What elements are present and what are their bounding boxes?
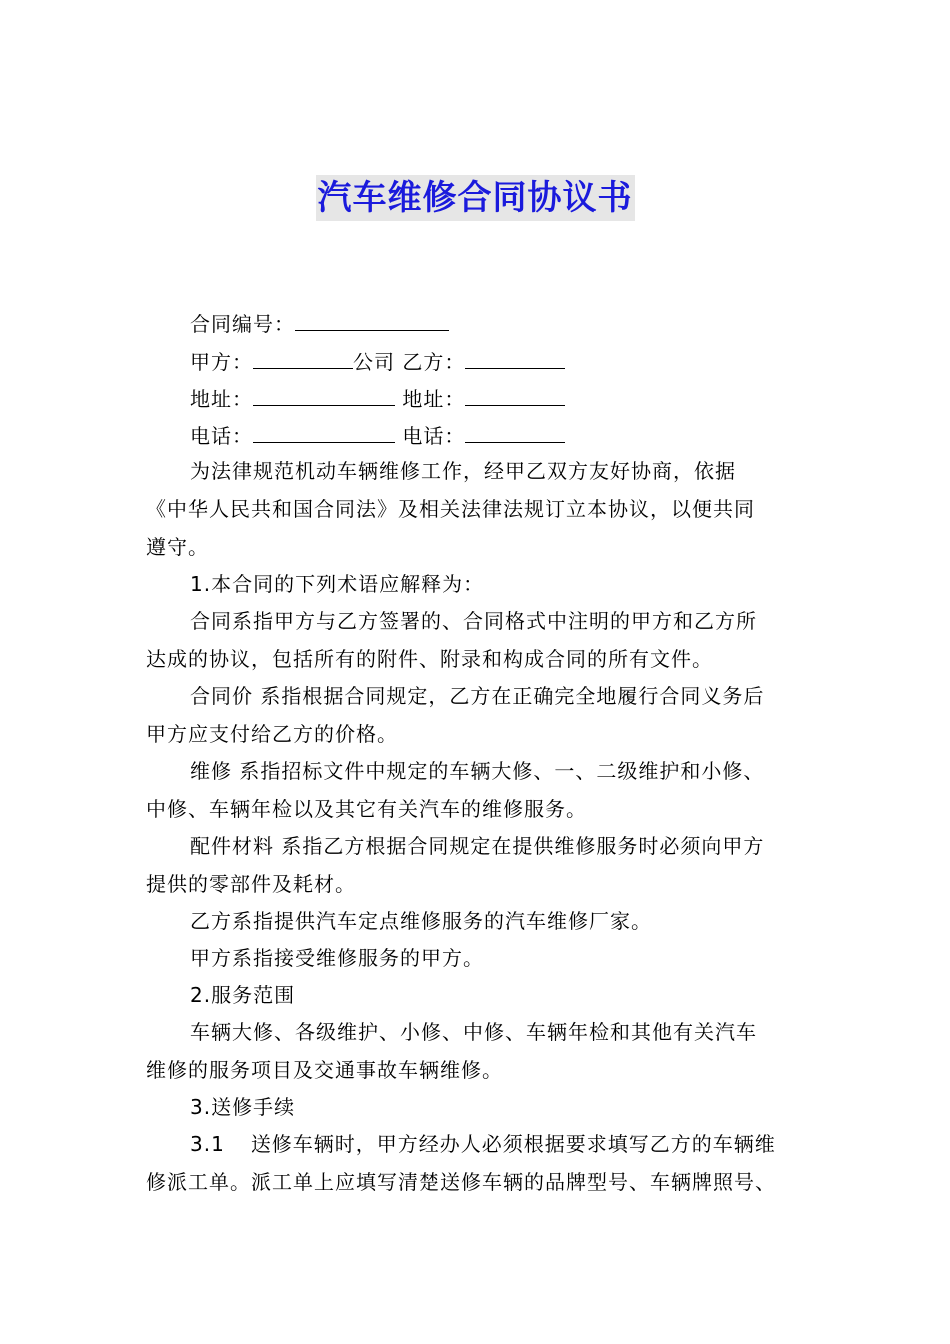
intro-line-3: 遵守。 bbox=[146, 535, 209, 559]
document-title: 汽车维修合同协议书 bbox=[316, 175, 635, 221]
s1-p4-line-2: 提供的零部件及耗材。 bbox=[146, 872, 356, 896]
party-b-blank bbox=[465, 346, 565, 369]
intro-line-2: 《中华人民共和国合同法》及相关法律法规订立本协议，以便共同 bbox=[146, 497, 755, 521]
contract-number-label: 合同编号： bbox=[190, 312, 295, 336]
s3-1-line-1 bbox=[190, 1130, 776, 1158]
s1-p5: 乙方系指提供汽车定点维修服务的汽车维修厂家。 bbox=[190, 909, 652, 933]
contract-number-row bbox=[190, 308, 449, 338]
phone-a-label: 电话： bbox=[190, 424, 253, 448]
address-b-blank bbox=[465, 383, 565, 406]
section-1-heading: 1.本合同的下列术语应解释为： bbox=[190, 572, 485, 596]
address-row bbox=[190, 383, 565, 413]
address-b-label: 地址： bbox=[402, 387, 466, 411]
intro-line-1: 为法律规范机动车辆维修工作，经甲乙双方友好协商，依据 bbox=[190, 459, 736, 483]
phone-b-blank bbox=[465, 420, 565, 443]
s1-p1-line-2: 达成的协议，包括所有的附件、附录和构成合同的所有文件。 bbox=[146, 647, 713, 671]
section-2-heading: 2.服务范围 bbox=[190, 983, 296, 1007]
s1-p3-line-2: 中修、车辆年检以及其它有关汽车的维修服务。 bbox=[146, 797, 587, 821]
phone-b-label: 电话： bbox=[402, 424, 466, 448]
section-3-heading: 3.送修手续 bbox=[190, 1095, 296, 1119]
company-suffix: 公司 bbox=[353, 350, 395, 374]
contract-number-blank bbox=[295, 308, 449, 331]
party-a-blank bbox=[253, 346, 353, 369]
address-a-label: 地址： bbox=[190, 387, 253, 411]
party-a-label: 甲方： bbox=[190, 350, 253, 374]
phone-a-blank bbox=[253, 420, 395, 443]
s2-p1-line-1: 车辆大修、各级维护、小修、中修、车辆年检和其他有关汽车 bbox=[190, 1020, 757, 1044]
s2-p1-line-2: 维修的服务项目及交通事故车辆维修。 bbox=[146, 1058, 503, 1082]
s1-p3-line-1: 维修 系指招标文件中规定的车辆大修、一、二级维护和小修、 bbox=[190, 759, 765, 783]
s1-p2-line-1: 合同价 系指根据合同规定，乙方在正确完全地履行合同义务后 bbox=[190, 684, 765, 708]
title-block bbox=[0, 175, 950, 221]
s1-p2-line-2: 甲方应支付给乙方的价格。 bbox=[146, 722, 398, 746]
parties-row bbox=[190, 346, 565, 376]
phone-row bbox=[190, 420, 565, 450]
s1-p4-line-1: 配件材料 系指乙方根据合同规定在提供维修服务时必须向甲方 bbox=[190, 834, 765, 858]
party-b-label: 乙方： bbox=[402, 350, 466, 374]
s3-1-line-2: 修派工单。派工单上应填写清楚送修车辆的品牌型号、车辆牌照号、 bbox=[146, 1170, 776, 1194]
s1-p1-line-1: 合同系指甲方与乙方签署的、合同格式中注明的甲方和乙方所 bbox=[190, 609, 757, 633]
s3-1-number: 3.1 bbox=[190, 1132, 225, 1156]
s1-p6: 甲方系指接受维修服务的甲方。 bbox=[190, 946, 484, 970]
s3-1-text: 送修车辆时，甲方经办人必须根据要求填写乙方的车辆维 bbox=[250, 1132, 776, 1156]
address-a-blank bbox=[253, 383, 395, 406]
